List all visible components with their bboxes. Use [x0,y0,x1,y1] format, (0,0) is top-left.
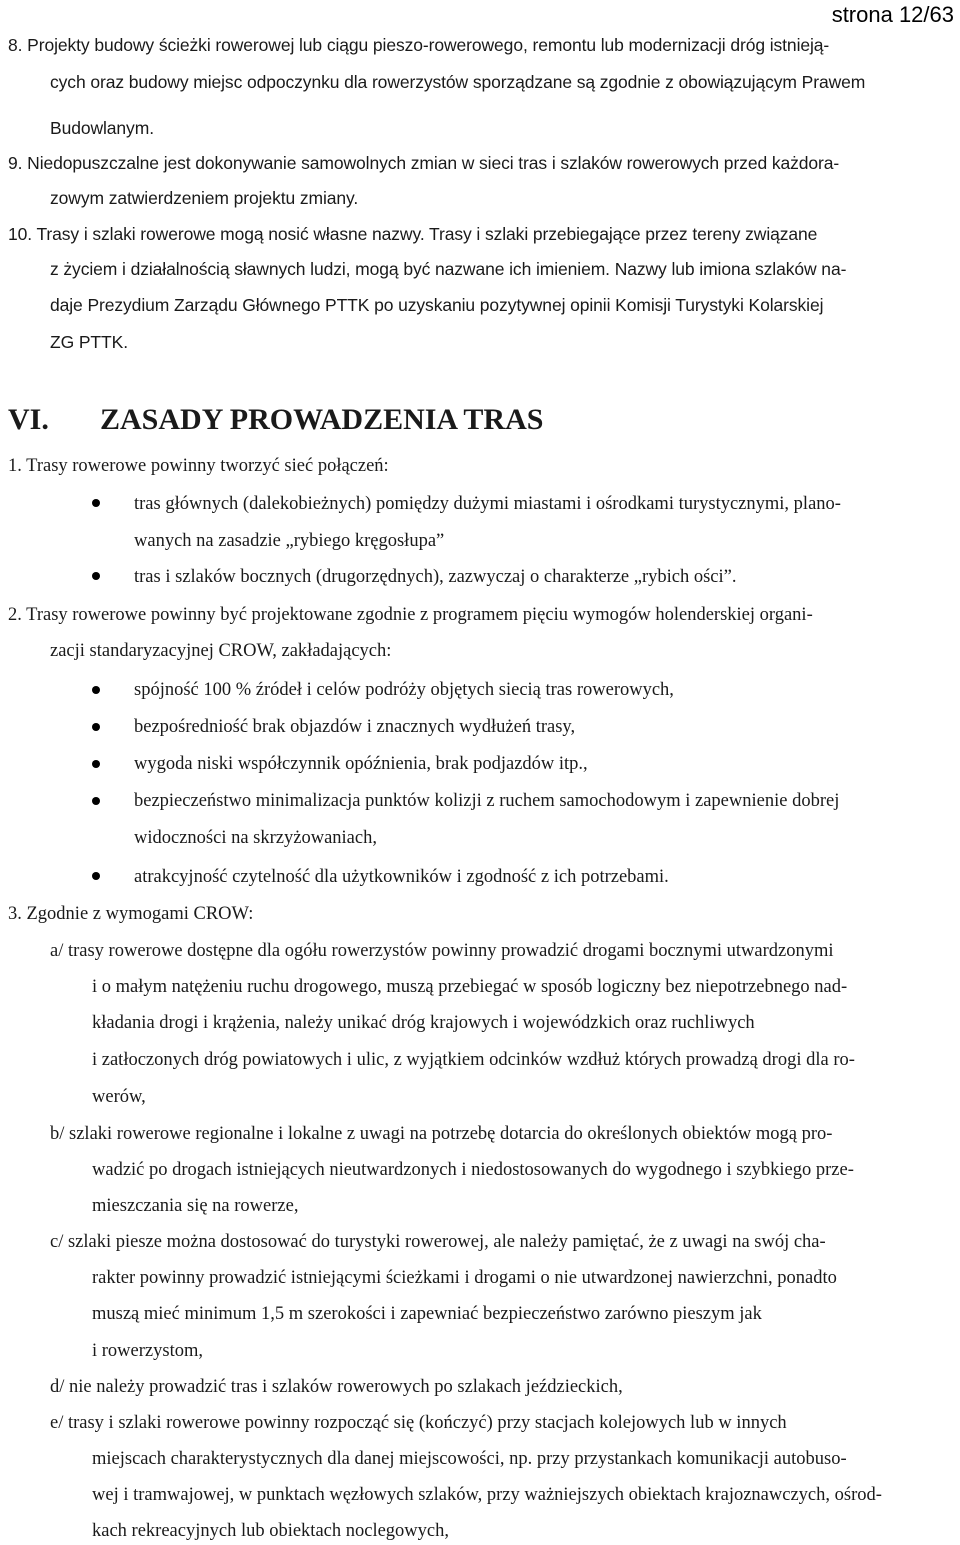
item-1-bullet-1-line-2: wanych na zasadzie „rybiego kręgosłupa” [134,531,445,551]
item-3-a-line-2: i o małym natężeniu ruchu drogowego, muszą przebiegać w sposób logiczny bez niepotrzebnego nad- [92,977,848,997]
item-3-a-line-4: i zatłoczonych dróg powiatowych i ulic, z wyjątkiem odcinków wzdłuż których prowadzą drogi dla ro- [92,1050,855,1070]
item-3-d-line-1: d/ nie należy prowadzić tras i szlaków rowerowych po szlakach jeździeckich, [50,1377,623,1397]
item-3-c-line-4: i rowerzystom, [92,1341,203,1361]
item-1-bullet-1-line-1: tras głównych (dalekobieżnych) pomiędzy dużymi miastami i ośrodkami turystycznymi, plano- [134,494,841,514]
bullet-icon [92,797,100,805]
item-1-bullet-2-line-1: tras i szlaków bocznych (drugorzędnych), zazwyczaj o charakterze „rybich ości”. [134,567,737,587]
heading-title: ZASADY PROWADZENIA TRAS [100,403,544,436]
bullet-icon [92,686,100,694]
item-3-e-line-4: kach rekreacyjnych lub obiektach noclegowych, [92,1521,450,1541]
page-number: strona 12/63 [831,2,954,27]
bullet-icon [92,499,100,507]
item-1-intro: 1. Trasy rowerowe powinny tworzyć sieć połączeń: [8,456,389,476]
bullet-icon [92,872,100,880]
heading-roman-numeral: VI. [8,403,49,436]
section-heading [8,403,543,437]
item-3-e-line-3: wej i tramwajowej, w punktach węzłowych szlaków, przy ważniejszych obiektach krajoznawczych, ośrod- [92,1485,882,1505]
item-2-bullet-1: spójność 100 % źródeł i celów podróży objętych siecią tras rowerowych, [134,680,674,700]
item-3-c-line-3: muszą mieć minimum 1,5 m szerokości i zapewniać bezpieczeństwo zarówno pieszym jak [92,1304,762,1324]
item-3-a-line-5: werów, [92,1087,146,1107]
section-8-line-3: Budowlanym. [50,118,154,138]
item-3-e-line-1: e/ trasy i szlaki rowerowe powinny rozpocząć się (kończyć) przy stacjach kolejowych lub w innych [50,1413,787,1433]
item-2-bullet-4-line-1: bezpieczeństwo minimalizacja punktów kolizji z ruchem samochodowym i zapewnienie dobrej [134,791,840,811]
item-3-b-line-1: b/ szlaki rowerowe regionalne i lokalne z uwagi na potrzebę dotarcia do określonych obiektów mogą pro- [50,1124,833,1144]
item-3-a-line-3: kładania drogi i krążenia, należy unikać dróg krajowych i wojewódzkich oraz ruchliwych [92,1013,755,1033]
item-3-b-line-2: wadzić po drogach istniejących nieutwardzonych i niedostosowanych do wygodnego i szybkiego prze- [92,1160,854,1180]
section-10-line-3: daje Prezydium Zarządu Głównego PTTK po uzyskaniu pozytywnej opinii Komisji Turystyki Kolarskiej [50,295,824,315]
item-2-line-1: 2. Trasy rowerowe powinny być projektowane zgodnie z programem pięciu wymogów holenderskiej organi- [8,605,813,625]
bullet-icon [92,572,100,580]
item-3-e-line-2: miejscach charakterystycznych dla danej miejscowości, np. przy przystankach komunikacji autobuso- [92,1449,847,1469]
section-10-line-4: ZG PTTK. [50,332,128,352]
item-3-c-line-2: rakter powinny prowadzić istniejącymi ścieżkami i drogami o nie utwardzonej nawierzchni, ponadto [92,1268,837,1288]
item-2-line-2: zacji standaryzacyjnej CROW, zakładających: [50,641,392,661]
section-8-line-1: 8. Projekty budowy ścieżki rowerowej lub ciągu pieszo-rowerowego, remontu lub modernizacji dróg istnieją- [8,35,830,55]
item-2-bullet-3: wygoda niski współczynnik opóźnienia, brak podjazdów itp., [134,754,588,774]
item-3-c-line-1: c/ szlaki piesze można dostosować do turystyki rowerowej, ale należy pamiętać, że z uwagi na swój cha- [50,1232,826,1252]
item-3-intro: 3. Zgodnie z wymogami CROW: [8,904,254,924]
item-2-bullet-5: atrakcyjność czytelność dla użytkowników i zgodność z ich potrzebami. [134,867,669,887]
section-8-line-2: cych oraz budowy miejsc odpoczynku dla rowerzystów sporządzane są zgodnie z obowiązującym Prawem [50,72,866,92]
section-9-line-1: 9. Niedopuszczalne jest dokonywanie samowolnych zmian w sieci tras i szlaków rowerowych przed każdora- [8,153,840,173]
item-2-bullet-2: bezpośredniość brak objazdów i znacznych wydłużeń trasy, [134,717,576,737]
section-10-line-1: 10. Trasy i szlaki rowerowe mogą nosić własne nazwy. Trasy i szlaki przebiegające przez tereny związane [8,224,818,244]
bullet-icon [92,723,100,731]
section-9-line-2: zowym zatwierdzeniem projektu zmiany. [50,188,359,208]
section-10-line-2: z życiem i działalnością sławnych ludzi, mogą być nazwane ich imieniem. Nazwy lub imiona szlaków na- [50,259,847,279]
item-3-a-line-1: a/ trasy rowerowe dostępne dla ogółu rowerzystów powinny prowadzić drogami bocznymi utwardzonymi [50,941,834,961]
item-3-b-line-3: mieszczania się na rowerze, [92,1196,299,1216]
item-2-bullet-4-line-2: widoczności na skrzyżowaniach, [134,828,377,848]
bullet-icon [92,760,100,768]
